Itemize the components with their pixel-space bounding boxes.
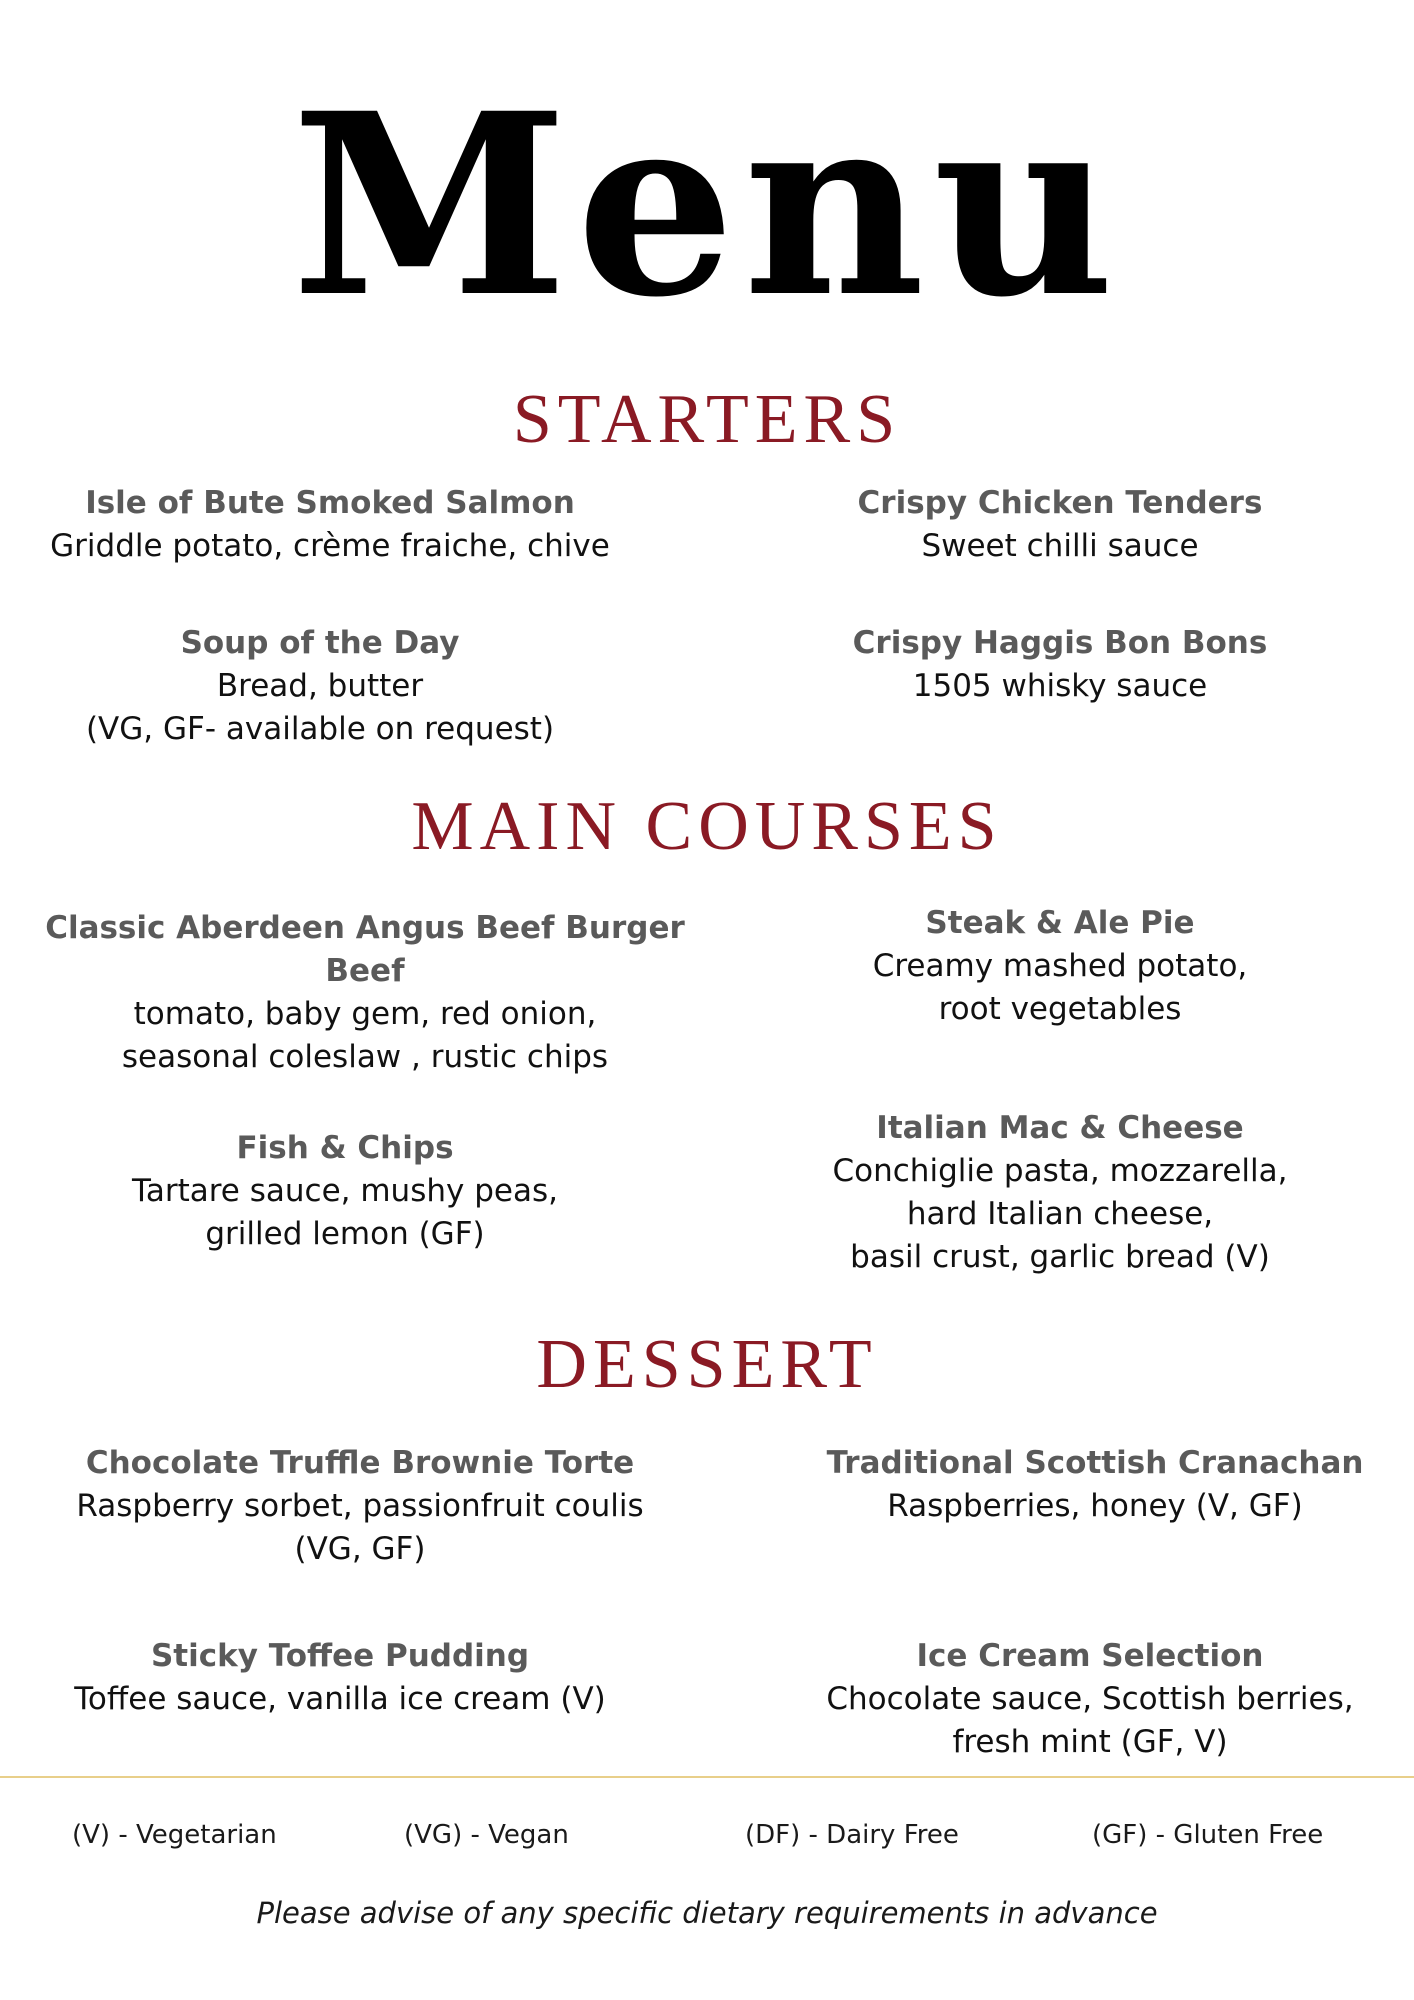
item-desc: hard Italian cheese, — [906, 1196, 1214, 1232]
menu-item-chicken-tenders — [780, 482, 1340, 568]
item-desc: Bread, butter — [216, 668, 424, 704]
item-desc: Sweet chilli sauce — [921, 528, 1199, 564]
item-name: Crispy Haggis Bon Bons — [852, 625, 1268, 661]
item-desc: grilled lemon (GF) — [205, 1216, 485, 1252]
item-name: Traditional Scottish Cranachan — [826, 1445, 1364, 1481]
item-name: Chocolate Truffle Brownie Torte — [85, 1445, 635, 1481]
dietary-note: Please advise of any specific dietary requirements in advance — [256, 1896, 1158, 1930]
item-name: Isle of Bute Smoked Salmon — [85, 485, 575, 521]
menu-item-cranachan — [810, 1442, 1380, 1528]
item-desc: Conchiglie pasta, mozzarella, — [832, 1153, 1288, 1189]
item-desc: Creamy mashed potato, — [872, 948, 1248, 984]
item-desc: Raspberries, honey (V, GF) — [887, 1488, 1303, 1524]
item-name: Soup of the Day — [180, 625, 460, 661]
menu-item-sticky-toffee-pudding — [40, 1635, 640, 1721]
menu-item-steak-ale-pie — [780, 902, 1340, 1031]
legend-vegetarian: (V) - Vegetarian — [72, 1820, 277, 1850]
item-desc: Toffee sauce, vanilla ice cream (V) — [74, 1681, 606, 1717]
item-desc: tomato, baby gem, red onion, — [133, 996, 597, 1032]
item-desc: Chocolate sauce, Scottish berries, — [826, 1681, 1354, 1717]
item-desc: basil crust, garlic bread (V) — [850, 1239, 1270, 1275]
menu-item-brownie-torte — [50, 1442, 670, 1571]
starters-heading: STARTERS — [512, 381, 902, 458]
legend-gluten-free: (GF) - Gluten Free — [1092, 1820, 1324, 1850]
footer-divider — [0, 1776, 1414, 1778]
item-name: Sticky Toffee Pudding — [150, 1638, 530, 1674]
item-desc: Griddle potato, crème fraiche, chive — [50, 528, 610, 564]
item-desc: Tartare sauce, mushy peas, — [132, 1173, 558, 1209]
item-desc: root vegetables — [938, 991, 1182, 1027]
legend-vegan: (VG) - Vegan — [404, 1820, 569, 1850]
legend-dairy-free: (DF) - Dairy Free — [745, 1820, 959, 1850]
item-desc: fresh mint (GF, V) — [952, 1724, 1228, 1760]
item-desc: 1505 whisky sauce — [912, 668, 1208, 704]
main-courses-heading: MAIN COURSES — [411, 788, 1003, 865]
menu-item-fish-chips — [40, 1127, 650, 1256]
item-name: Ice Cream Selection — [916, 1638, 1264, 1674]
item-name: Crispy Chicken Tenders — [857, 485, 1263, 521]
menu-item-ice-cream-selection — [800, 1635, 1380, 1764]
dessert-heading: DESSERT — [536, 1326, 878, 1403]
menu-item-smoked-salmon — [30, 482, 630, 568]
item-desc: seasonal coleslaw , rustic chips — [121, 1039, 609, 1075]
menu-item-haggis-bon-bons — [780, 622, 1340, 708]
menu-title: Menu — [291, 58, 1123, 352]
item-name: Italian Mac & Cheese — [876, 1110, 1244, 1146]
menu-item-beef-burger — [20, 907, 710, 1079]
item-name: Steak & Ale Pie — [925, 905, 1195, 941]
menu-item-soup-of-the-day — [30, 622, 610, 751]
item-name: Fish & Chips — [236, 1130, 454, 1166]
item-desc: (VG, GF- available on request) — [85, 711, 555, 747]
item-name: Classic Aberdeen Angus Beef Burger Beef — [45, 910, 685, 989]
item-desc: (VG, GF) — [294, 1531, 426, 1567]
menu-item-mac-cheese — [780, 1107, 1340, 1279]
item-desc: Raspberry sorbet, passionfruit coulis — [76, 1488, 644, 1524]
